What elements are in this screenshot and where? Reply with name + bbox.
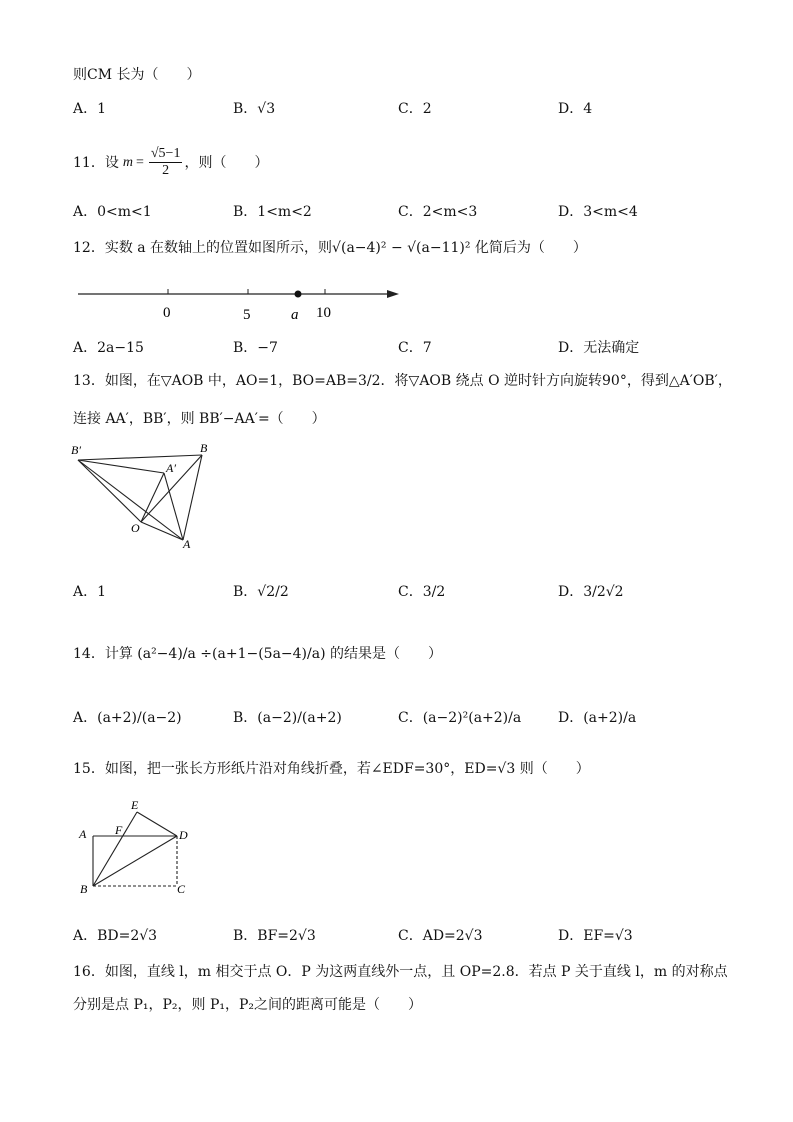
q12-option-a: A．2a−15 (73, 340, 144, 356)
q10-option-d: D．4 (558, 101, 593, 117)
axis-label-5: 5 (243, 307, 251, 323)
q10-option-b: B．√3 (233, 101, 276, 117)
q13-option-d: D．3/2√2 (558, 584, 624, 600)
label-o: O (131, 521, 140, 535)
label-d: D (179, 828, 188, 842)
q15-stem: 15．如图，把一张长方形纸片沿对角线折叠，若∠EDF=30°，ED=√3 则（ ） (73, 761, 590, 777)
q11-numerator: √5−1 (150, 146, 181, 161)
q11-option-b: B．1<m<2 (233, 204, 312, 220)
q16-line1: 16．如图，直线 l，m 相交于点 O．P 为这两直线外一点，且 OP=2.8．若点 P 关于直线 l，m 的对称点 (73, 964, 728, 980)
q12-stem: 12．实数 a 在数轴上的位置如图所示，则√(a−4)² − √(a−11)² 化简后为（ ） (73, 240, 587, 256)
q11-option-d: D．3<m<4 (558, 204, 638, 220)
q10-stem: 则CM 长为（ ） (73, 67, 201, 83)
axis-label-10: 10 (316, 305, 331, 321)
q14-option-c: C．(a−2)²(a+2)/a (398, 710, 522, 726)
label-e: E (131, 798, 139, 812)
q12-option-c: C．7 (398, 340, 432, 356)
q13-stem-line1: 13．如图，在▽AOB 中，AO=1，BO=AB=3/2．将▽AOB 绕点 O 逆时针方向旋转90°，得到△A′OB′， (73, 373, 732, 389)
q15-option-c: C．AD=2√3 (398, 928, 483, 944)
label-f: F (115, 823, 123, 837)
q14-option-d: D．(a+2)/a (558, 710, 637, 726)
label-a: A (79, 827, 87, 841)
q11-option-c: C．2<m<3 (398, 204, 478, 220)
label-a-prime: A′ (166, 461, 176, 475)
q14-option-b: B．(a−2)/(a+2) (233, 710, 342, 726)
q13-option-c: C．3/2 (398, 584, 446, 600)
q11-stem: 11． 设 m = $\frac{√5-1}{2}$ ，则（ ） (73, 146, 269, 178)
folded-rectangle-figure (73, 797, 198, 907)
q11-denominator: 2 (162, 163, 170, 178)
label-b-prime: B′ (71, 443, 81, 457)
q14-option-a: A．(a+2)/(a−2) (73, 710, 182, 726)
q14-stem: 14．计算 (a²−4)/a ÷(a+1−(5a−4)/a) 的结果是（ ） (73, 646, 442, 662)
q15-option-b: B．BF=2√3 (233, 928, 316, 944)
label-a: A (183, 537, 191, 551)
label-b: B (80, 882, 88, 896)
q12-option-d: D．无法确定 (558, 340, 640, 356)
axis-label-0: 0 (163, 305, 171, 321)
label-b: B (200, 441, 208, 455)
number-line-figure (73, 280, 413, 325)
q12-option-b: B．−7 (233, 340, 278, 356)
q15-option-d: D．EF=√3 (558, 928, 633, 944)
q11-option-a: A．0<m<1 (73, 204, 152, 220)
q13-option-a: A．1 (73, 584, 107, 600)
q10-option-c: C．2 (398, 101, 432, 117)
q13-option-b: B．√2/2 (233, 584, 289, 600)
axis-label-a: a (291, 307, 299, 323)
q16-line2: 分别是点 P₁，P₂，则 P₁，P₂之间的距离可能是（ ） (73, 997, 423, 1013)
label-c: C (177, 882, 186, 896)
q10-option-a: A．1 (73, 101, 107, 117)
q15-option-a: A．BD=2√3 (73, 928, 158, 944)
rotation-triangle-figure (70, 440, 220, 552)
point-a-marker (295, 291, 302, 298)
q13-stem-line2: 连接 AA′，BB′，则 BB′−AA′=（ ） (73, 411, 326, 427)
